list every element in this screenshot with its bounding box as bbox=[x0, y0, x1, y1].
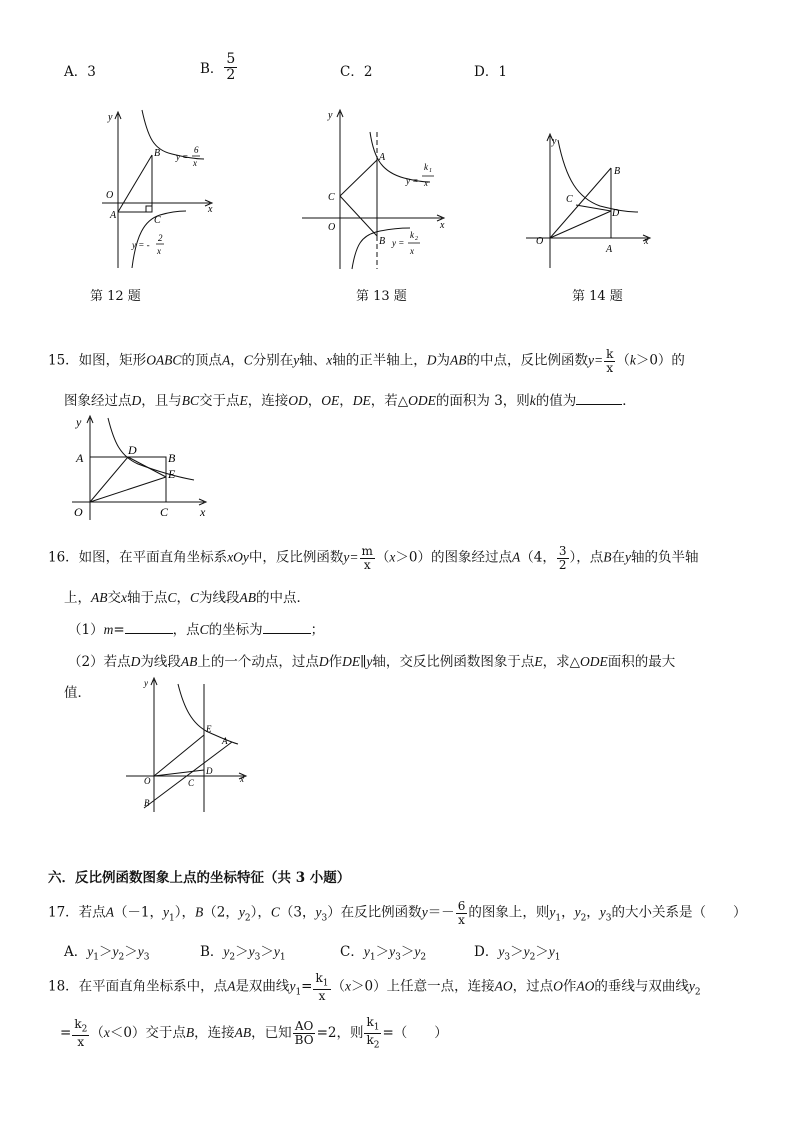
figure-12 bbox=[96, 108, 226, 273]
fig14-b-label: B bbox=[614, 166, 621, 177]
figure-15 bbox=[64, 412, 214, 522]
q16-ab: AB bbox=[239, 590, 257, 605]
q16-c: C bbox=[199, 622, 209, 637]
q16-text: ∥ bbox=[360, 654, 367, 670]
q17-gt: ＞ bbox=[535, 944, 549, 960]
q15-y: y bbox=[293, 352, 300, 368]
q16-c: C bbox=[167, 590, 177, 605]
q15-text: ＞0）的 bbox=[635, 352, 685, 369]
q17-gt: ＞ bbox=[124, 944, 138, 960]
q17-gt: ＞ bbox=[375, 944, 390, 960]
fig13-f1-sub: 1 bbox=[429, 168, 432, 174]
q18-ao: AO bbox=[576, 978, 595, 994]
q18-den: x bbox=[77, 1034, 85, 1049]
fig13-f1-den: x bbox=[424, 178, 428, 188]
fig12-f2-den: x bbox=[157, 246, 161, 256]
q16-ode: ODE bbox=[579, 654, 608, 669]
q16-part2 bbox=[68, 650, 675, 670]
q15-x: x bbox=[326, 352, 333, 368]
q15-a: A bbox=[221, 352, 231, 368]
q15-answer-blank[interactable] bbox=[576, 404, 622, 405]
q18-k1-num: k bbox=[315, 971, 323, 985]
q18-line1: 18．在平面直角坐标系中，点A是双曲线$y_1=$ $\frac{k_1}{x}$ （x＞0）上任意一点，连接AO，过点O作AO的垂线与双曲线$y_2$ bbox=[48, 971, 701, 1003]
fig16-y-label: y bbox=[144, 678, 148, 688]
q16-ab: AB bbox=[91, 590, 108, 605]
fig15-o-label: O bbox=[74, 505, 83, 519]
figure-14 bbox=[522, 130, 657, 270]
fig15-x-label: x bbox=[200, 505, 206, 519]
q16-text: （2）若点 bbox=[68, 654, 131, 670]
q15-ode: ODE bbox=[408, 393, 436, 408]
q16-c-coord-blank[interactable] bbox=[263, 633, 311, 634]
q17-option-label: D． bbox=[474, 944, 499, 960]
q18-ratio-den: BO bbox=[294, 1032, 314, 1047]
fig12-f1-num: 6 bbox=[194, 145, 199, 155]
q16-func: y= bbox=[343, 549, 359, 565]
fig15-y-label: y bbox=[76, 415, 82, 429]
fig13-f1-num: k bbox=[424, 162, 428, 172]
q17-option-c[interactable]: C．$y_1>y_3>y_2$ bbox=[340, 944, 427, 963]
q15-text: 的面积为 3，则 bbox=[435, 393, 530, 409]
q17-stem: 17．若点A（－1，$y_1$），B（2，$y_2$），C（3，$y_3$）在反比例函数y＝－ $\frac{6}{x}$ 的图象上，则$y_1$，$y_2$，$y_3$的大小关系是（ ） bbox=[48, 899, 747, 927]
q15-e: E bbox=[239, 393, 248, 408]
q16-text: （1） bbox=[68, 622, 104, 638]
q18-text: ＞0）上任意一点，连接 bbox=[351, 978, 495, 995]
q16-text: 面积的最大 bbox=[607, 654, 676, 670]
q18-text: （ bbox=[331, 978, 345, 995]
fig15-d-label: D bbox=[128, 443, 137, 457]
q16-text: 在 bbox=[611, 549, 625, 566]
option-b bbox=[200, 52, 238, 82]
q18-k1-sub: 1 bbox=[322, 978, 329, 989]
q18-ao: AO bbox=[494, 978, 513, 994]
q18-text: ＜0）交于点 bbox=[109, 1024, 186, 1041]
fig14-d-label: D bbox=[612, 208, 620, 219]
q16-text: 上的一个动点，过点 bbox=[197, 654, 319, 670]
q16-part1 bbox=[68, 618, 324, 638]
q16-text: ＞0）的图象经过点 bbox=[395, 549, 513, 566]
fig14-a-label: A bbox=[606, 244, 613, 255]
q18-text: = bbox=[60, 1024, 72, 1041]
q15-k: k bbox=[629, 352, 636, 368]
q17-option-b[interactable]: B．$y_2>y_3>y_1$ bbox=[200, 944, 286, 963]
q15-text: 的中点，反比例函数 bbox=[466, 352, 588, 369]
fig12-y-label: y bbox=[108, 112, 113, 123]
q15-text: 为 bbox=[436, 352, 450, 369]
q16-d: D bbox=[130, 654, 141, 669]
q16-text: 为线段 bbox=[199, 590, 240, 606]
q18-k2-sub: 2 bbox=[373, 1040, 380, 1051]
section-heading: 六．反比例函数图象上点的坐标特征（共 3 小题） bbox=[48, 870, 351, 886]
q15-text: ，连接 bbox=[247, 393, 289, 409]
q16-text: 上， bbox=[64, 590, 91, 606]
q15-text: 分别在 bbox=[252, 352, 294, 369]
q15-c: C bbox=[243, 352, 253, 368]
q16-text: 作 bbox=[328, 654, 343, 670]
option-c: C．2 bbox=[340, 64, 373, 80]
q16-text: 中，反比例函数 bbox=[248, 549, 344, 566]
q16-xoy: xOy bbox=[227, 549, 249, 565]
q18-y: y bbox=[289, 978, 296, 994]
q15-func-den: x bbox=[606, 360, 614, 375]
q16-text: 的中点． bbox=[256, 590, 311, 606]
q17-a: A bbox=[105, 904, 114, 920]
q15-text: 交于点 bbox=[199, 393, 240, 409]
q16-d: D bbox=[318, 654, 329, 669]
figure-16 bbox=[122, 674, 252, 814]
q18-text: =（ ） bbox=[382, 1024, 448, 1041]
q18-text: ，过点 bbox=[512, 978, 554, 995]
fig12-f2-num: 2 bbox=[158, 233, 163, 243]
q18-y: y bbox=[688, 978, 695, 994]
q15-bc: BC bbox=[181, 393, 200, 408]
q15-text: ． bbox=[622, 393, 636, 409]
q16-c: C bbox=[190, 590, 200, 605]
fig12-caption: 第 12 题 bbox=[90, 289, 141, 304]
fig16-d-label: D bbox=[206, 766, 213, 776]
q16-text: ），点 bbox=[569, 549, 604, 566]
q17-text: ＝－ bbox=[427, 904, 455, 921]
q16-point-num: 3 bbox=[558, 544, 567, 558]
q16-b: B bbox=[603, 549, 612, 565]
q16-text: 交 bbox=[107, 590, 121, 606]
fig13-c-label: C bbox=[328, 192, 335, 203]
q18-den: x bbox=[318, 988, 326, 1003]
q15-text: ， bbox=[230, 352, 244, 369]
option-b-num: 5 bbox=[226, 51, 236, 67]
q15-oe: OE bbox=[321, 393, 340, 408]
q16-e: E bbox=[534, 654, 543, 669]
q18-text: ，连接 bbox=[194, 1024, 235, 1041]
q18-ratio-num: AO bbox=[294, 1019, 314, 1034]
q16-x: x bbox=[121, 590, 127, 605]
option-d: D．1 bbox=[474, 64, 507, 80]
q18-b: B bbox=[185, 1024, 195, 1040]
fig16-x-label: x bbox=[240, 774, 244, 784]
q15-k: k bbox=[529, 393, 536, 408]
fig12-f2-pre: y = - bbox=[132, 240, 150, 250]
fig16-a-label: A bbox=[222, 736, 228, 746]
q16-text: 16．如图，在平面直角坐标系 bbox=[48, 549, 228, 566]
q17-y: y bbox=[163, 904, 170, 920]
fig12-a-label: A bbox=[110, 210, 117, 221]
q16-a: A bbox=[512, 549, 521, 565]
fig12-c-label: C bbox=[154, 215, 161, 226]
q17-text: 的大小关系是（ ） bbox=[611, 904, 747, 921]
fig13-f2-pre: y = bbox=[392, 238, 405, 248]
fig13-y-label: y bbox=[328, 110, 333, 121]
q17-option-a[interactable]: A．$y_1>y_2>y_3$ bbox=[64, 944, 150, 963]
fig15-a-label: A bbox=[76, 451, 84, 465]
q18-text: =2，则 bbox=[316, 1024, 364, 1041]
q15-text: 轴、 bbox=[299, 352, 327, 369]
q18-text: = bbox=[301, 978, 313, 995]
q15-text: 的值为 bbox=[535, 393, 577, 409]
q17-gt: ＞ bbox=[260, 944, 274, 960]
q16-func-den: x bbox=[363, 557, 371, 572]
fig14-o-label: O bbox=[536, 236, 544, 247]
q16-point-den: 2 bbox=[558, 557, 567, 572]
fig12-o-label: O bbox=[106, 190, 114, 201]
fig14-y-label: y bbox=[552, 136, 557, 147]
fig14-x-label: x bbox=[644, 236, 649, 247]
q18-ab: AB bbox=[234, 1024, 252, 1040]
q18-k2-num: k bbox=[366, 1032, 374, 1047]
fig14-caption: 第 14 题 bbox=[572, 289, 623, 304]
q15-line2: 图象经过点D，且与BC交于点E，连接OD，OE，DE，若△ODE的面积为 3，则k的值为 ． bbox=[64, 393, 636, 409]
q16-text: （4， bbox=[520, 549, 556, 566]
q16-m: m bbox=[103, 622, 114, 637]
q16-y: y bbox=[625, 549, 631, 565]
q16-text: 轴，交反比例函数图象于点 bbox=[372, 654, 535, 670]
q16-func-num: m bbox=[361, 544, 373, 558]
q15-text: 轴的正半轴上， bbox=[332, 352, 427, 369]
q15-oabc: OABC bbox=[146, 352, 182, 368]
q15-d: D bbox=[426, 352, 437, 368]
q15-line1 bbox=[48, 348, 685, 374]
q16-text: ，点 bbox=[172, 622, 200, 638]
fig13-b-label: B bbox=[379, 236, 386, 247]
fig13-o-label: O bbox=[328, 222, 336, 233]
q17-option-label: C． bbox=[340, 944, 364, 960]
q18-x: x bbox=[103, 1024, 110, 1040]
q16-text: 为线段 bbox=[140, 654, 181, 670]
fig13-f2-num: k bbox=[410, 230, 414, 240]
q17-text: ）， bbox=[250, 904, 271, 921]
q16-m-blank[interactable] bbox=[125, 633, 173, 634]
q15-ab: AB bbox=[449, 352, 467, 368]
fig16-o-label: O bbox=[144, 776, 151, 786]
q15-d: D bbox=[131, 393, 142, 408]
q18-a: A bbox=[227, 978, 236, 994]
q17-option-d[interactable]: D．$y_3>y_2>y_1$ bbox=[474, 944, 561, 963]
q17-gt: ＞ bbox=[98, 944, 113, 960]
fig12-f1-den: x bbox=[193, 158, 197, 168]
q16-x: x bbox=[389, 549, 396, 565]
fig13-a-label: A bbox=[379, 152, 386, 163]
q16-text: 轴的负半轴 bbox=[631, 549, 699, 566]
q17-text: 17．若点 bbox=[48, 904, 106, 921]
q17-c: C bbox=[270, 904, 280, 920]
option-b-label: B． bbox=[200, 61, 224, 78]
q18-text: 18．在平面直角坐标系中，点 bbox=[48, 978, 228, 995]
fig13-f1-pre: y = bbox=[406, 176, 419, 186]
q18-text: 的垂线与双曲线 bbox=[594, 978, 689, 995]
option-a: A．3 bbox=[64, 64, 96, 80]
q16-y: y bbox=[366, 654, 373, 669]
q18-text: 是双曲线 bbox=[235, 978, 290, 995]
q15-text: （ bbox=[616, 352, 630, 369]
q17-b: B bbox=[195, 904, 204, 920]
figure-13 bbox=[300, 104, 450, 274]
q15-text: 图象经过点 bbox=[64, 393, 132, 409]
fig15-c-label: C bbox=[160, 505, 169, 519]
fig13-caption: 第 13 题 bbox=[356, 289, 407, 304]
fig12-f1-pre: y = bbox=[176, 152, 189, 162]
q16-text: ，求△ bbox=[542, 654, 580, 670]
q16-text: 轴于点 bbox=[127, 590, 168, 606]
q17-func-num: 6 bbox=[457, 899, 466, 913]
q17-text: 的图象上，则 bbox=[468, 904, 550, 921]
q17-gt: ＞ bbox=[510, 944, 524, 960]
q18-k1-num: k bbox=[366, 1015, 374, 1029]
q17-option-label: B． bbox=[200, 944, 224, 960]
q17-option-label: A． bbox=[64, 944, 88, 960]
fig13-f2-sub: 2 bbox=[415, 236, 418, 242]
fig14-c-label: C bbox=[566, 194, 573, 205]
q18-text: ，已知 bbox=[251, 1024, 292, 1041]
q17-text: （－1， bbox=[113, 904, 164, 921]
q16-text: ； bbox=[310, 622, 325, 638]
q18-text: （ bbox=[90, 1024, 104, 1041]
q16-text: ， bbox=[176, 590, 191, 606]
q17-gt: ＞ bbox=[235, 944, 249, 960]
q17-gt: ＞ bbox=[400, 944, 415, 960]
q18-k2-num: k bbox=[74, 1017, 82, 1032]
q15-func-num: k bbox=[606, 347, 614, 361]
q17-text: （3， bbox=[279, 904, 316, 921]
q15-text: 的顶点 bbox=[181, 352, 222, 369]
fig15-e-label: E bbox=[168, 467, 176, 481]
q15-text: ，且与 bbox=[141, 393, 182, 409]
q16-line-end: 值． bbox=[64, 685, 91, 701]
q16-text: = bbox=[113, 622, 125, 638]
q17-text: （2， bbox=[203, 904, 239, 921]
fig12-b-label: B bbox=[154, 148, 161, 159]
q15-od: OD bbox=[288, 393, 308, 408]
q17-text: ）在反比例函数 bbox=[327, 904, 422, 921]
q15-text: 15．如图，矩形 bbox=[48, 352, 147, 369]
fig13-f2-den: x bbox=[410, 246, 414, 256]
fig16-e-label: E bbox=[206, 724, 212, 734]
q15-text: ，若△ bbox=[370, 393, 409, 409]
q16-line1 bbox=[48, 545, 699, 571]
q16-text: 的坐标为 bbox=[208, 622, 263, 638]
q18-o: O bbox=[553, 978, 563, 994]
q18-x: x bbox=[345, 978, 351, 994]
q16-text: （ bbox=[375, 549, 390, 566]
q16-de: DE bbox=[342, 654, 361, 669]
q18-k1-sub: 1 bbox=[373, 1022, 380, 1033]
q15-de: DE bbox=[352, 393, 371, 408]
q16-ab: AB bbox=[180, 654, 198, 669]
q18-k2-sub: 2 bbox=[81, 1024, 88, 1035]
q17-func-den: x bbox=[458, 912, 465, 927]
q17-func: y bbox=[421, 904, 428, 920]
option-b-den: 2 bbox=[226, 66, 236, 83]
q17-text: ）， bbox=[174, 904, 196, 921]
fig16-b-label: B bbox=[144, 798, 150, 808]
q16-line2 bbox=[64, 586, 310, 606]
fig12-x-label: x bbox=[208, 204, 213, 215]
q15-func: y= bbox=[587, 352, 604, 368]
q18-line2 bbox=[60, 1016, 448, 1051]
fig16-c-label: C bbox=[188, 778, 195, 788]
q18-text: 作 bbox=[562, 978, 577, 995]
fig13-x-label: x bbox=[440, 220, 445, 231]
fig15-b-label: B bbox=[168, 451, 176, 465]
